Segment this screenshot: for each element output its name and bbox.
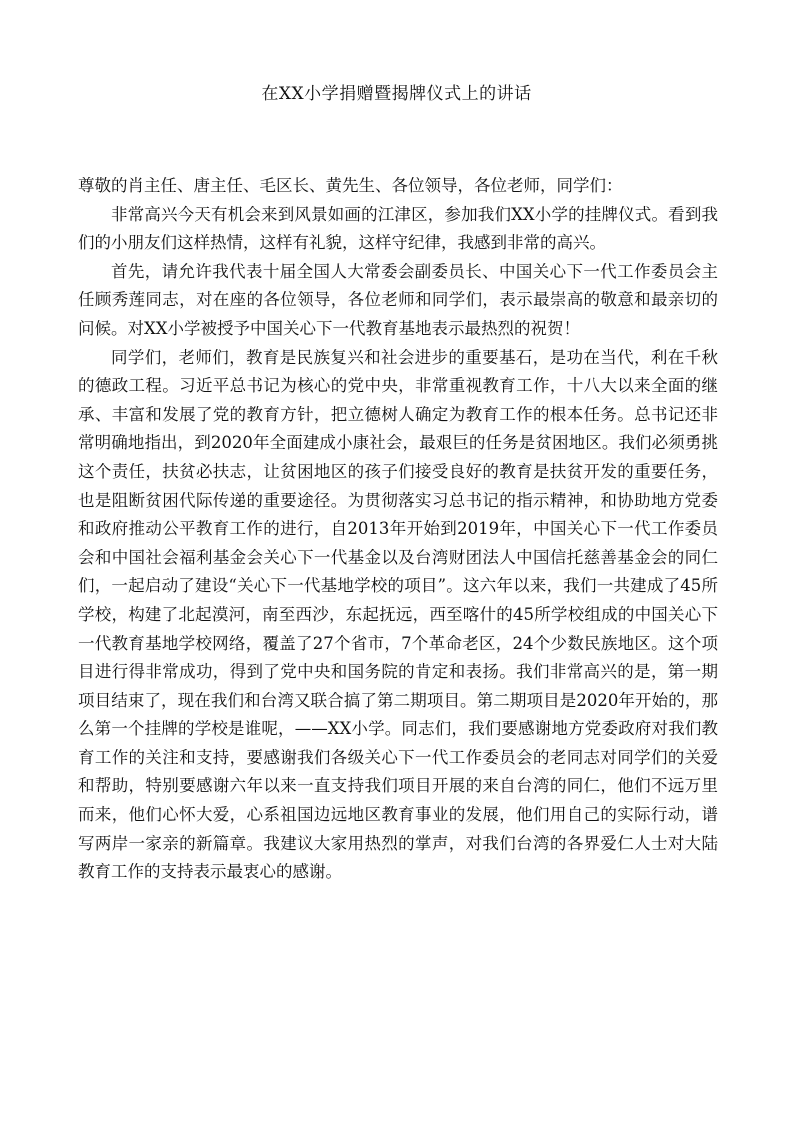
paragraph: 同学们，老师们，教育是民族复兴和社会进步的重要基石，是功在当代，利在千秋的德政工程。习近平总书记为核心的党中央，非常重视教育工作，十八大以来全面的继承、丰富和发展了党的教育方针，把立德树人确定为教育工作的根本任务。总书记还非常明确地指出，到2020年全面建成小康社会，最艰巨的任务是贫困地区。我们必须勇挑这个责任，扶贫必扶志，让贫困地区的孩子们接受良好的教育是扶贫开发的重要任务，也是阻断贫困代际传递的重要途径。为贯彻落实习总书记的指示精神，和协助地方党委和政府推动公平教育工作的进行，自2013年开始到2019年，中国关心下一代工作委员会和中国社会福利基金会关心下一代基金以及台湾财团法人中国信托慈善基金会的同仁们，一起启动了建设“关心下一代基地学校的项目”。这六年以来，我们一共建成了45所学校，构建了北起漠河，南至西沙，东起抚远，西至喀什的45所学校组成的中国关心下一代教育基地学校网络，覆盖了27个省市，7个革命老区，24个少数民族地区。这个项目进行得非常成功，得到了党中央和国务院的肯定和表扬。我们非常高兴的是，第一期项目结束了，现在我们和台湾又联合搞了第二期项目。第二期项目是2020年开始的，那么第一个挂牌的学校是谁呢，——XX小学。同志们，我们要感谢地方党委政府对我们教育工作的关注和支持，要感谢我们各级关心下一代工作委员会的老同志对同学们的关爱和帮助，特别要感谢六年以来一直支持我们项目开展的来自台湾的同仁，他们不远万里而来，他们心怀大爱，心系祖国边远地区教育事业的发展，他们用自己的实际行动，谱写两岸一家亲的新篇章。我建议大家用热烈的掌声，对我们台湾的各界爱仁人士对大陆教育工作的支持表示最衷心的感谢。: [78, 347, 718, 882]
document-title: 在XX小学捐赠暨揭牌仪式上的讲话: [261, 84, 532, 104]
paragraph: 非常高兴今天有机会来到风景如画的江津区，参加我们XX小学的挂牌仪式。看到我们的小朋友们这样热情，这样有礼貌，这样守纪律，我感到非常的高兴。: [78, 204, 718, 253]
greeting: 尊敬的肖主任、唐主任、毛区长、黄先生、各位领导，各位老师，同学们：: [78, 176, 623, 195]
paragraph: 首先，请允许我代表十届全国人大常委会副委员长、中国关心下一代工作委员会主任顾秀莲同志，对在座的各位领导，各位老师和同学们，表示最崇高的敬意和最亲切的问候。对XX小学被授予中国关心下一代教育基地表示最热烈的祝贺！: [78, 261, 718, 338]
document-body: [78, 172, 718, 887]
